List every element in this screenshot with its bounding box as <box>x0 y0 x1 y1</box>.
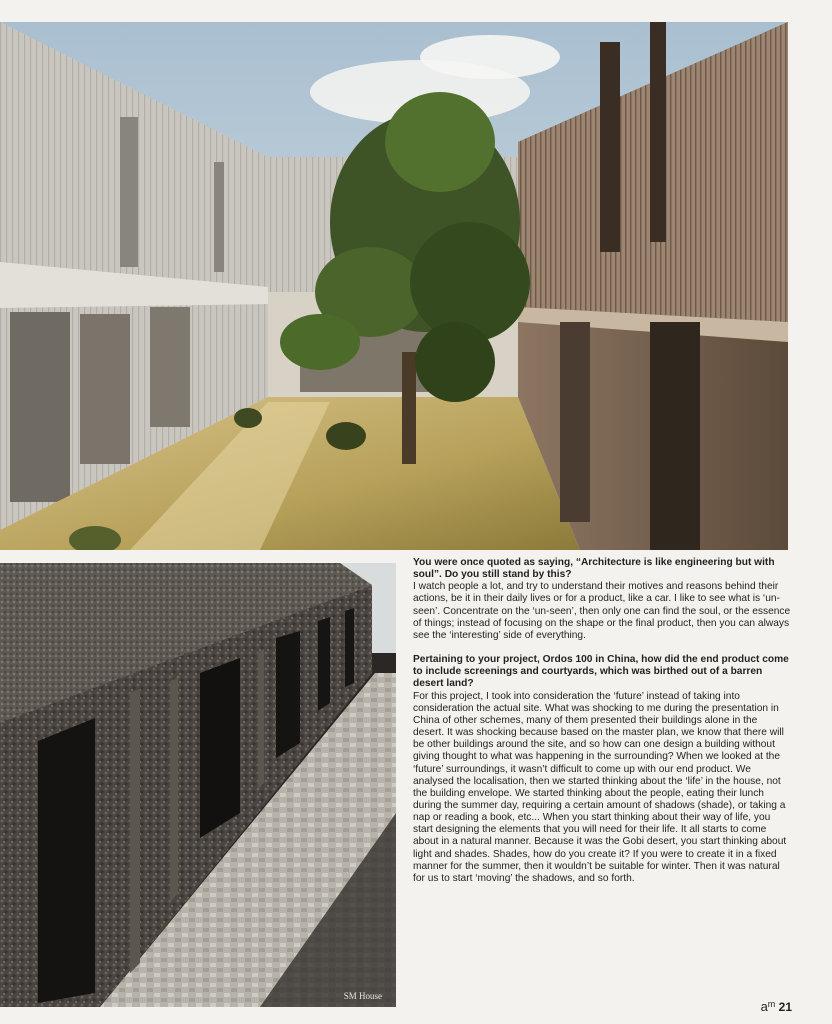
answer-2: For this project, I took into consideration the ‘future’ instead of taking into consideration the actual site. What was shocking to me during the presentation in China of other schemes, many of them presented their buildings alone in the desert. It was shocking because based on the master plan, we know that there will be other buildings around the site, and so how can one design a building without giving thought to what was happening in the surrounding? When we looked at the ‘future’ surroundings, it wasn’t difficult to come up with our end product. We analysed the localisation, then we started thinking about the ‘life’ in the house, not the building envelope. We started thinking about the people, eating their lunch during the summer day, requiring a certain amount of shadows (shade), or taking a nap or reading a book, etc... When you start thinking about their way of life, you start designing the elements that you will need for their life. It all starts to come about in a natural manner. Because it was the Gobi desert, you start thinking about light and shades. Shades, how do you create it? If you were to create it in a fixed manner for the summer, then it wouldn’t be suitable for winter. Then it was natural for us to start ‘moving’ the shadows, and so forth. <box>413 690 787 884</box>
photo-caption: SM House <box>343 991 382 1001</box>
question-1: You were once quoted as saying, “Architecture is like engineering but with soul”. Do you still stand by this? <box>413 557 775 581</box>
answer-1: I watch people a lot, and try to understand their motives and reasons behind their actions, be it in their daily lives or for a product, like a car. I like to see what is ‘un-seen’. Concentrate on the ‘un-seen’, then only one can find the soul, or the essence of things; instead of focusing on the shape or the final product, then you can always see the ‘interesting’ side of everything. <box>413 581 791 641</box>
magazine-logo: $a^m$ <box>760 999 776 1014</box>
sm-house-illustration <box>0 563 396 1007</box>
sm-house-photo <box>0 563 396 1007</box>
page-folio <box>761 999 792 1014</box>
courtyard-illustration <box>0 22 788 550</box>
interview-article <box>413 557 791 885</box>
question-2: Pertaining to your project, Ordos 100 in China, how did the end product come to include screenings and courtyards, which was birthed out of a barren desert land? <box>413 654 789 690</box>
page-number: 21 <box>778 1000 792 1014</box>
courtyard-photo <box>0 22 788 550</box>
paragraph-gap <box>413 642 791 654</box>
